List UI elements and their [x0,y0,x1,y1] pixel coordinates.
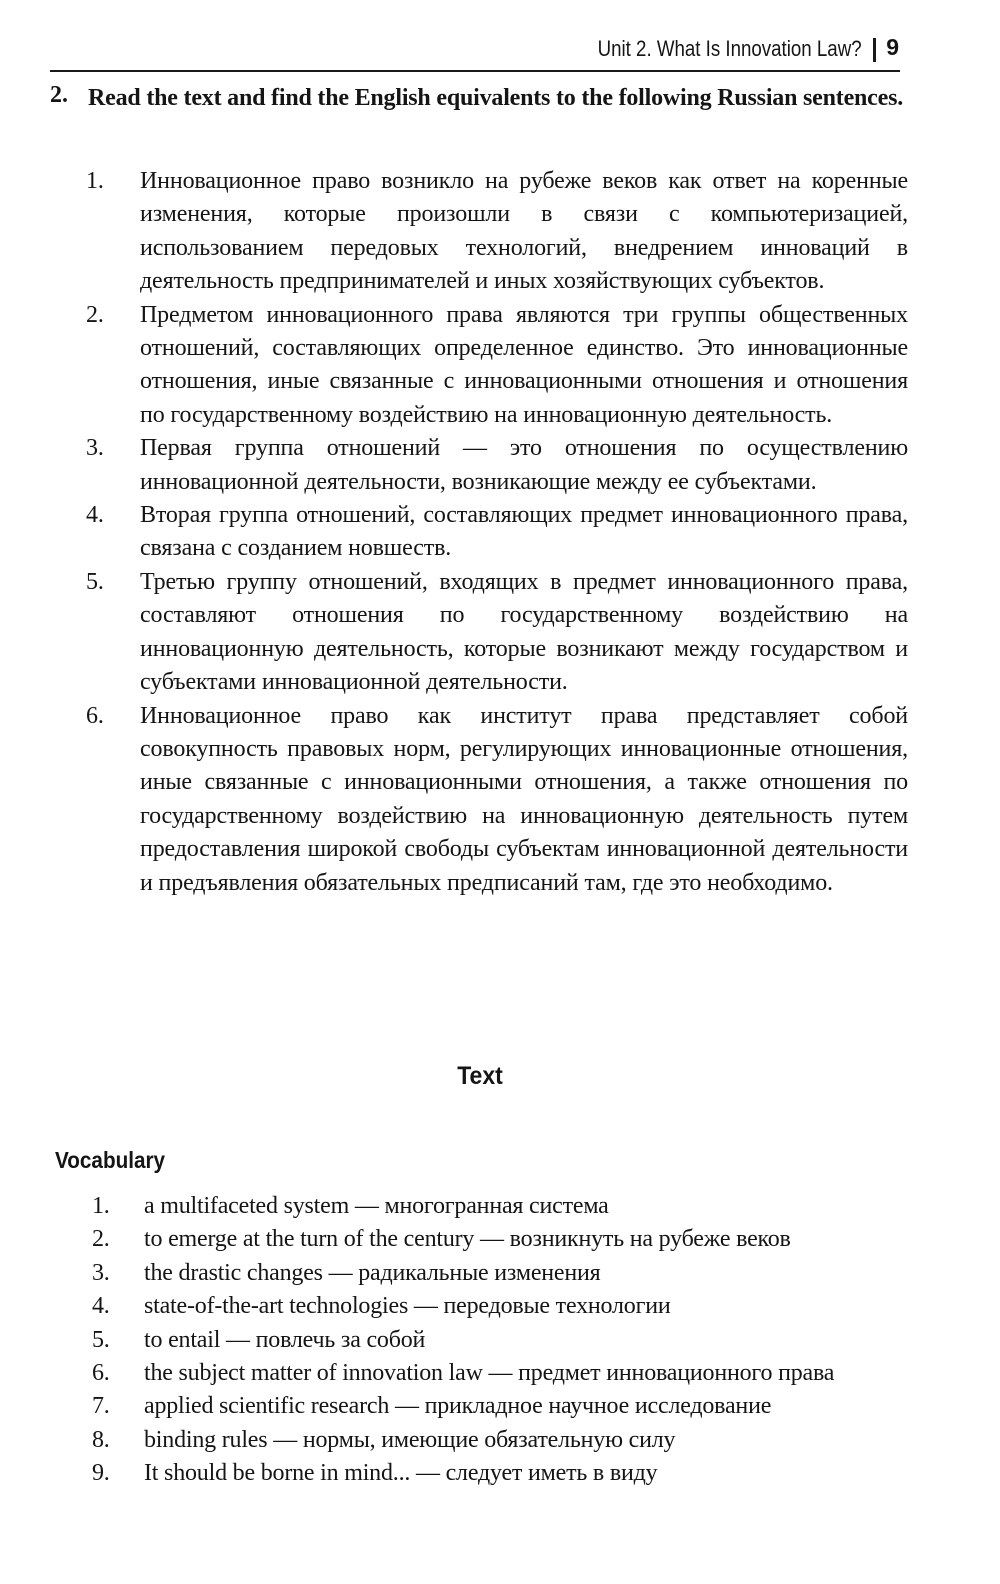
vocabulary-russian: возникнуть на рубеже веков [509,1226,791,1253]
task-instruction-block [50,82,910,115]
vocabulary-separator: — [328,1259,353,1286]
list-item-number: 1. [86,168,104,194]
vocabulary-english: to entail [144,1326,221,1353]
vocabulary-item-number: 8. [92,1426,110,1453]
vocabulary-heading: Vocabulary [55,1147,166,1173]
vocabulary-item [92,1223,922,1256]
task-instruction: Read the text and find the English equivalents to the following Russian sentences. [88,85,904,111]
vocabulary-russian: передовые технологии [443,1293,671,1320]
vocabulary-item-number: 9. [92,1460,110,1487]
vocabulary-item [92,1290,922,1323]
vocabulary-russian: нормы, имеющие обязательную силу [302,1426,676,1453]
vocabulary-english: It should be borne in mind... [144,1460,411,1487]
list-item-text: Инновационное право возникло на рубеже веков как ответ на коренные изменения, которые произошли в связи с компьютеризацией, использованием передовых технологий, внедрением инноваций в деятельность предпринимателей и иных хозяйствующих субъектов. [140,168,908,295]
list-item-text: Первая группа отношений — это отношения по осуществлению инновационной деятельности, возникающие между ее субъектами. [140,435,908,495]
vocabulary-russian: предмет инновационного права [518,1360,835,1387]
list-item [86,566,908,700]
list-item-text: Вторая группа отношений, составляющих предмет инновационного права, связана с созданием новшеств. [140,502,908,562]
task-number: 2. [50,82,68,108]
vocabulary-list [92,1190,922,1491]
list-item-text: Инновационное право как институт права представляет собой совокупность правовых норм, регулирующих инновационные отношения, иные связанные с инновационными отношения, а также отношения по государственному воздействию на инновационную деятельность путем предоставления широкой свободы субъектам инновационной деятельности и предъявления обязательных предписаний там, где это необходимо. [140,702,908,896]
vocabulary-russian: прикладное научное исследование [424,1393,772,1420]
vocabulary-separator: — [480,1226,504,1253]
vocabulary-russian: радикальные изменения [358,1259,601,1286]
page-header [50,30,900,72]
vocabulary-separator: — [273,1426,298,1453]
list-item-text: Предметом инновационного права являются три группы общественных отношений, составляющих определенное единство. Это инновационные отношения, иные связанные с инновационными отношения и отношения по государственному воздействию на инновационную деятельность. [140,301,908,428]
vocabulary-item-number: 2. [92,1226,110,1253]
list-item-number: 4. [86,502,104,529]
list-item-number: 3. [86,435,104,462]
vocabulary-english: the drastic changes [144,1259,323,1286]
page-number: 9 [886,34,899,60]
vocabulary-separator: — [415,1460,440,1487]
vocabulary-separator: — [354,1193,379,1219]
vocabulary-russian: многогранная система [384,1193,609,1219]
list-item [86,432,908,499]
vocabulary-item-number: 6. [92,1360,110,1387]
list-item [86,499,908,566]
vocabulary-english: binding rules [144,1426,268,1453]
vocabulary-separator: — [413,1293,438,1320]
vocabulary-item [92,1457,922,1490]
list-item-number: 2. [86,301,104,328]
vocabulary-item-number: 3. [92,1259,110,1286]
vocabulary-russian: следует иметь в виду [445,1460,658,1487]
vocabulary-item [92,1424,922,1457]
vocabulary-item-number: 5. [92,1326,110,1353]
vocabulary-separator: — [226,1326,250,1353]
vocabulary-english: to emerge at the turn of the century [144,1226,475,1253]
list-item [86,165,908,299]
vocabulary-english: a multifaceted system [144,1193,350,1219]
list-item [86,700,908,900]
vocabulary-item-number: 7. [92,1393,110,1420]
list-item-number: 5. [86,568,104,595]
section-title: Text [457,1062,503,1090]
vocabulary-separator: — [488,1360,513,1387]
list-item-number: 6. [86,702,104,729]
vocabulary-russian: повлечь за собой [255,1326,426,1353]
vocabulary-separator: — [394,1393,419,1420]
vocabulary-item [92,1357,922,1390]
vocabulary-item [92,1324,922,1357]
header-divider [873,38,876,62]
vocabulary-english: applied scientific research [144,1393,390,1420]
russian-sentence-list [86,165,908,900]
running-head: Unit 2. What Is Innovation Law? [597,36,862,61]
vocabulary-english: the subject matter of innovation law [144,1360,483,1387]
list-item-text: Третью группу отношений, входящих в предмет инновационного права, составляют отношения по государственному воздействию на инновационную деятельность, которые возникают между государством и субъектами инновационной деятельности. [140,568,908,696]
vocabulary-item [92,1390,922,1423]
vocabulary-item-number: 1. [92,1193,110,1219]
list-item [86,299,908,433]
vocabulary-item-number: 4. [92,1293,110,1320]
vocabulary-item [92,1190,922,1223]
vocabulary-item [92,1257,922,1290]
vocabulary-english: state-of-the-art technologies [144,1293,409,1320]
